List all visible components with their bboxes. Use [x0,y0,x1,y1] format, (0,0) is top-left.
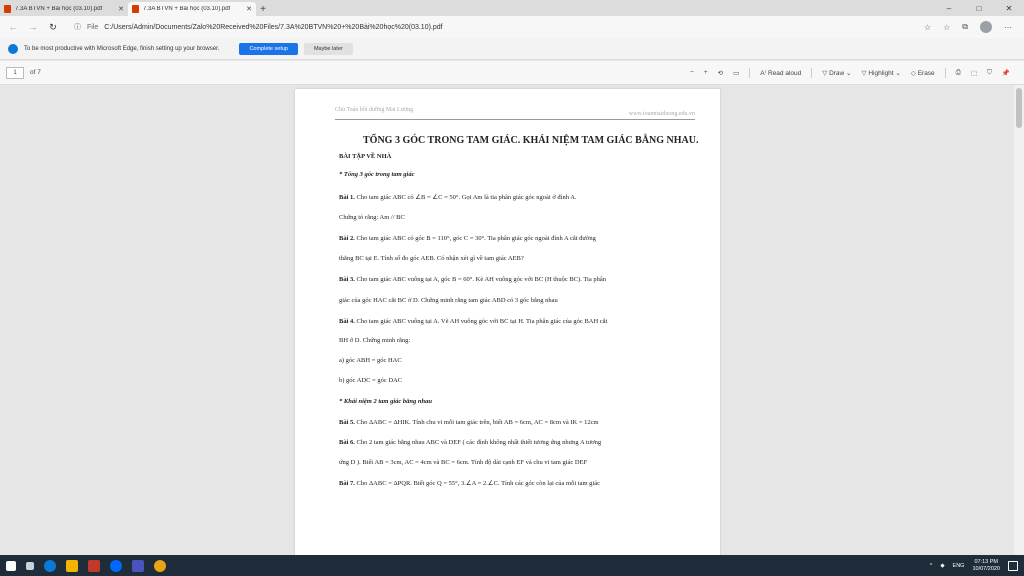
collections-icon[interactable]: ⧉ [962,22,968,31]
page-header [335,105,695,119]
taskbar [0,555,1024,576]
refresh-icon[interactable]: ↻ [49,21,57,32]
pdf-page [295,89,720,559]
page-number-input[interactable]: 1 [6,67,24,79]
zoom-in-icon[interactable]: + [703,69,708,76]
close-tab-icon[interactable]: ✕ [118,6,124,13]
zoom-out-icon[interactable]: − [690,69,694,76]
read-aloud-label: Read aloud [768,69,802,77]
erase-label: Erase [917,69,935,77]
zalo-icon[interactable] [110,560,122,572]
exercise-1-cont: Chứng tỏ rằng: Am // BC [339,214,405,221]
exercise-text: Cho 2 tam giác bằng nhau ABC và DEF ( các đỉnh không nhất thiết tương ứng nhưng A tương [356,439,602,446]
clock-time: 07:13 PM [974,558,998,565]
divider [749,68,750,78]
complete-setup-button[interactable]: Complete setup [239,43,298,55]
profile-avatar[interactable] [980,21,992,33]
print-icon[interactable]: ⎙ [955,68,961,76]
tab-title: 7.3A BTVN + Bài học (03.10).pdf [143,6,231,12]
chrome-icon[interactable] [154,560,166,572]
edge-taskbar-icon[interactable] [44,560,56,572]
exercise-4-a: a) góc ABH = góc HAC [339,357,402,364]
divider [811,68,812,78]
maximize-button[interactable]: □ [976,3,982,13]
exercise-4-b: b) góc ADC = góc DAC [339,377,403,384]
exercise-4-cont: BH ở D. Chứng minh rằng: [339,337,411,344]
exercise-label: Bài 1. [339,194,355,201]
task-view-icon[interactable] [26,562,34,570]
favorites-icon[interactable]: ☆ [943,22,951,32]
exercise-text: Cho tam giác ABC có ∠B = ∠C = 50°. Gọi Am là tia phân giác góc ngoài ở đỉnh A. [356,194,577,201]
close-tab-icon[interactable]: ✕ [246,6,252,13]
url-scheme: File [87,23,99,31]
save-icon[interactable]: ⛉ [987,68,992,76]
highlight-label: Highlight [868,69,894,77]
window-controls [934,0,1024,16]
exercise-2 [339,235,596,242]
pdf-icon [132,5,139,13]
exercise-label: Bài 5. [339,419,355,426]
document-title: TỔNG 3 GÓC TRONG TAM GIÁC. KHÁI NIỆM TAM GIÁC BẰNG NHAU. [363,135,699,146]
section-heading: * Khái niệm 2 tam giác bằng nhau [339,398,433,405]
pin-toolbar-icon[interactable]: 📌 [1001,69,1010,77]
draw-button[interactable]: ▽ Draw ⌄ [822,69,852,77]
subtitle: BÀI TẬP VỀ NHÀ [339,153,392,160]
exercise-3-cont: giác của góc HAC cắt BC ở D. Chứng minh rằng tam giác ABD có 3 góc bằng nhau [339,297,558,304]
info-icon: ⓘ [74,24,81,31]
exercise-6-cont: ứng D ). Biết AB = 3cm, AC = 4cm và BC = 6cm. Tính độ dài cạnh EF và chu vi tam giác DEF [339,459,588,466]
fit-page-icon[interactable]: ▭ [733,69,740,77]
header-right: www.toanmaiduong.edu.vn [628,111,695,117]
new-tab-button[interactable]: + [260,3,266,15]
page-total: of 7 [30,69,41,76]
exercise-6 [339,439,601,446]
draw-label: Draw [829,69,845,77]
url-field[interactable] [74,22,918,32]
more-menu-icon[interactable]: ⋯ [1004,22,1012,32]
exercise-label: Bài 6. [339,439,355,446]
header-rule [335,119,695,120]
favorite-star-icon[interactable]: ☆ [923,22,932,32]
tab-title: 7.3A BTVN + Bài học (03.10).pdf [15,6,103,12]
exercise-text: Cho tam giác ABC vuông tại A, góc B = 60°. Kẻ AH vuông góc với BC (H thuộc BC). Tia phân [356,276,607,283]
exercise-5 [339,419,599,426]
exercise-label: Bài 2. [339,235,355,242]
rotate-icon[interactable]: ⟲ [717,69,724,77]
tab-strip [0,0,1024,16]
maybe-later-button[interactable]: Maybe later [304,43,353,55]
exercise-1 [339,193,577,201]
exercise-4 [339,318,607,325]
read-aloud-button[interactable]: A⁾ Read aloud [760,69,802,77]
pdf-toolbar [0,61,1024,85]
minimize-button[interactable]: – [946,3,952,13]
exercise-label: Bài 7. [339,480,355,487]
clock-date: 10/07/2020 [972,565,1000,572]
tab-2[interactable] [128,2,256,16]
tab-1[interactable] [0,2,128,16]
network-icon[interactable]: ◆ [940,562,945,569]
erase-button[interactable]: ◇ Erase [910,69,935,77]
setup-infobar [0,38,1024,60]
file-explorer-icon[interactable] [66,560,78,572]
highlight-button[interactable]: ▽ Highlight ⌄ [861,69,901,77]
back-icon[interactable]: ← [8,22,18,32]
close-window-button[interactable]: ✕ [1005,3,1013,13]
exercise-label: Bài 4. [339,318,355,325]
app-icon[interactable] [88,560,100,572]
infobar-message: To be most productive with Microsoft Edge, finish setting up your browser. [24,45,220,52]
exercise-label: Bài 3. [339,276,355,283]
address-bar [0,16,1024,38]
exercise-text: Cho tam giác ABC có góc B = 110°, góc C = 30°. Tia phân giác góc ngoài đỉnh A cắt đường [356,235,596,242]
section-heading: * Tổng 3 góc trong tam giác [339,171,415,178]
pdf-icon [4,5,11,13]
tray-overflow-icon[interactable]: ^ [929,562,933,569]
forward-icon[interactable]: → [28,22,38,32]
header-left: Chủ Toán bồi dưỡng Mai Lượng [335,107,414,113]
language-indicator[interactable]: ENG [952,562,965,569]
scrollbar-thumb[interactable] [1016,88,1022,128]
exercise-text: Cho tam giác ABC vuông tại A. Vẽ AH vuông góc với BC tại H. Tia phân giác của góc BAH cắt [356,318,608,325]
teams-icon[interactable] [132,560,144,572]
notifications-icon[interactable] [1008,561,1018,571]
edge-logo-icon [8,44,18,54]
system-tray [930,559,1018,573]
divider [945,68,946,78]
exercise-7 [339,479,600,487]
windows-start-icon[interactable] [6,561,16,571]
scrollbar[interactable] [1014,85,1024,555]
save-as-icon[interactable]: ⬚ [970,69,978,77]
url-text: C:/Users/Admin/Documents/Zalo%20Received%20Files/7.3A%20BTVN%20+%20Bài%20học%20(03.10).pdf [104,23,443,31]
exercise-text: Cho ΔABC = ΔPQR. Biết góc Q = 55°, 3.∠A = 2.∠C. Tính các góc còn lại của mỗi tam giác [356,480,600,487]
exercise-text: Cho ΔABC = ΔHIK. Tính chu vi mỗi tam giác trên, biết AB = 6cm, AC = 8cm và IK = 12cm [356,419,599,426]
exercise-2-cont: thẳng BC tại E. Tính số đo góc AEB. Có nhận xét gì về tam giác AEB? [339,255,524,262]
exercise-3 [339,276,606,283]
clock[interactable] [972,559,1000,573]
